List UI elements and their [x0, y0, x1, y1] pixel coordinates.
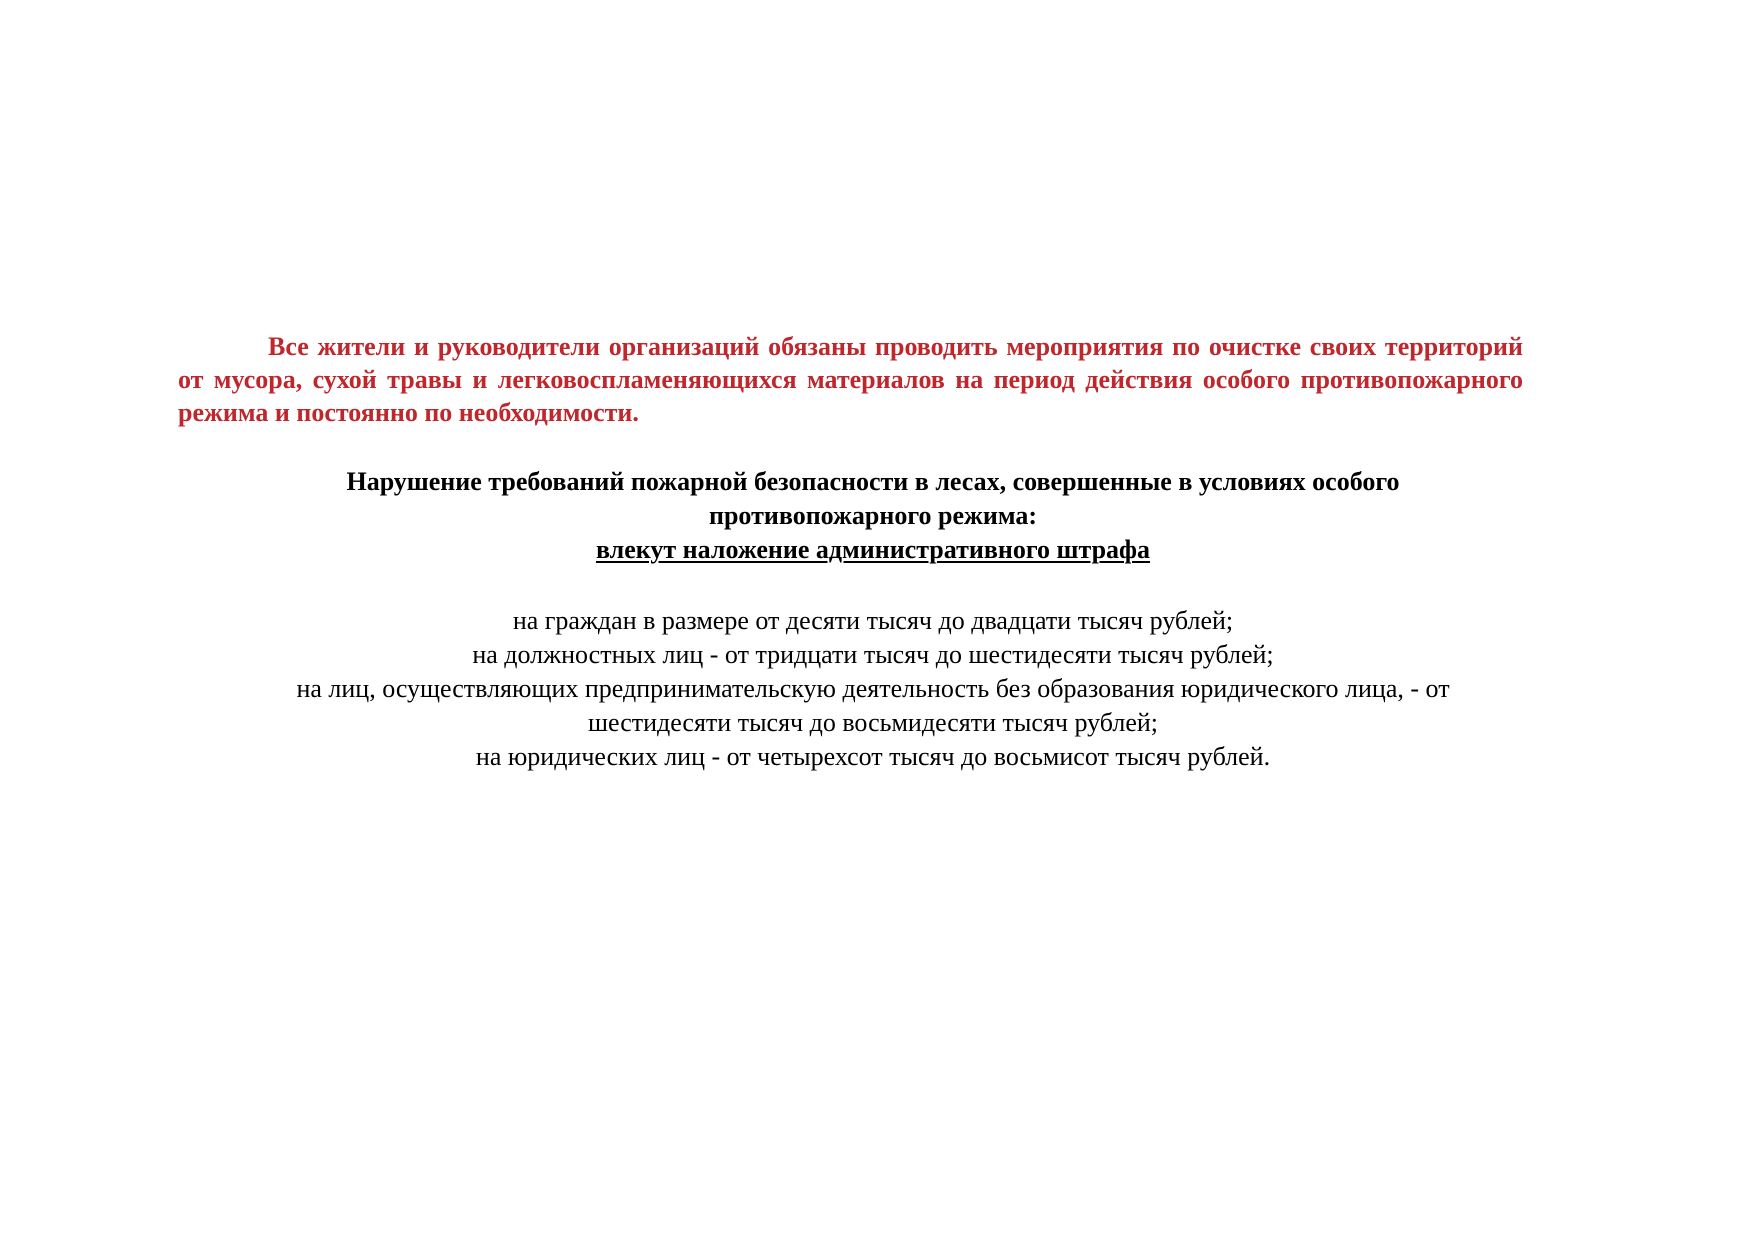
- fine-announcement-text: влекут наложение административного штрафа: [595, 535, 1151, 564]
- fine-citizens: на граждан в размере от десяти тысяч до двадцати тысяч рублей;: [512, 606, 1234, 635]
- fine-officials: на должностных лиц - от тридцати тысяч до шестидесяти тысяч рублей;: [472, 640, 1274, 669]
- fine-entrepreneurs-line-1: на лиц, осуществляющих предпринимательскую деятельность без образования юридического лица, - от: [296, 674, 1450, 703]
- fine-announcement: [178, 533, 1568, 567]
- fine-legal-entities: на юридических лиц - от четырехсот тысяч до восьмисот тысяч рублей.: [475, 742, 1271, 771]
- violation-heading-line-1: Нарушение требований пожарной безопасности в лесах, совершенные в условиях особого: [346, 467, 1400, 496]
- cleanup-notice: Все жители и руководители организаций обязаны проводить мероприятия по очистке своих территорий от мусора, сухой травы и легковоспламеняющихся материалов на период действия особого противопожарного режима и постоянно по необходимости.: [178, 332, 1523, 427]
- fines-list: [178, 604, 1568, 774]
- violation-heading: [178, 465, 1568, 567]
- fine-entrepreneurs-line-2: шестидесяти тысяч до восьмидесяти тысяч рублей;: [587, 708, 1158, 737]
- violation-heading-line-2: противопожарного режима:: [708, 501, 1038, 530]
